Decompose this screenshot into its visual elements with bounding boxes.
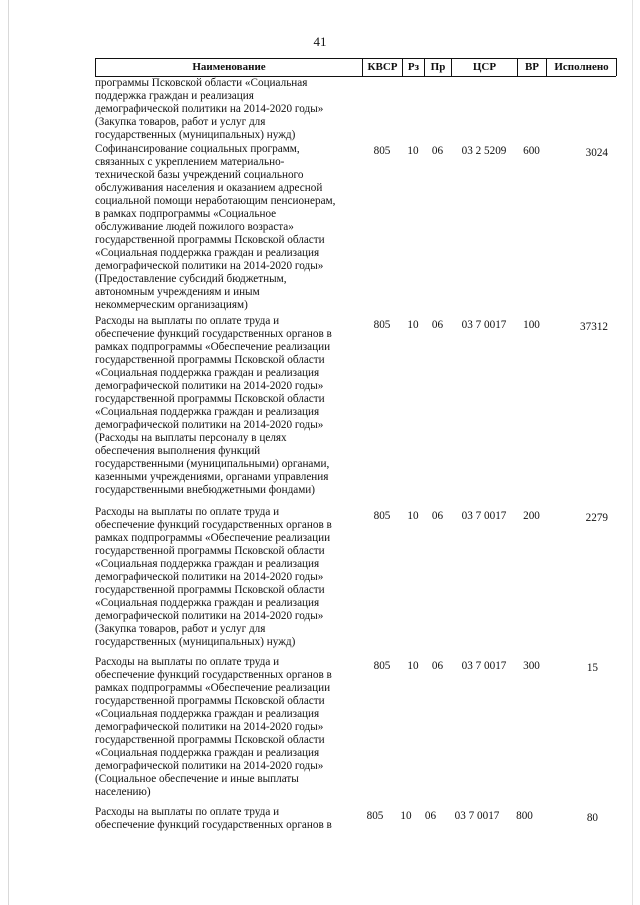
header-rz: Рз <box>407 61 420 73</box>
cell-csr: 03 7 0017 <box>461 510 507 522</box>
cell-pr: 06 <box>431 510 444 522</box>
row-description: Софинансирование социальных программ, связанных с укреплением материально- технической базы учреждений социального обслуживания населения и оказанием адресной социальной помощи неработающим пенсионерам, в рамках подпрограммы «Социальное обслуживание людей пожилого возраста» государственной программы Псковской области «Социальная поддержка граждан и реализация демографической политики на 2014-2020 годы» (Предоставление субсидий бюджетным, автономным учреждениям и иным некоммерческим организациям) <box>95 143 336 311</box>
header-kvsr: КВСР <box>367 61 398 73</box>
continuation-text: программы Псковской области «Социальная поддержка граждан и реализация демографической политики на 2014-2020 годы» (Закупка товаров, работ и услуг для государственных (муниципальных) нужд) <box>95 77 324 141</box>
cell-pr: 06 <box>431 319 444 331</box>
cell-rz: 10 <box>407 510 419 522</box>
header-amount: Исполнено <box>554 61 609 73</box>
col-divider <box>616 58 617 76</box>
cell-rz: 10 <box>400 810 412 822</box>
cell-csr: 03 7 0017 <box>461 660 507 672</box>
cell-csr: 03 7 0017 <box>461 319 507 331</box>
cell-csr: 03 2 5209 <box>461 145 507 157</box>
cell-vr: 100 <box>523 319 540 331</box>
cell-pr: 06 <box>431 145 444 157</box>
cell-amount: 37312 <box>580 321 608 333</box>
row-description: Расходы на выплаты по оплате труда и обеспечение функций государственных органов в <box>95 806 332 831</box>
row-description: Расходы на выплаты по оплате труда и обеспечение функций государственных органов в рамках подпрограммы «Обеспечение реализации государственной программы Псковской области «Социальная поддержка граждан и реализация демографической политики на 2014-2020 годы» государственной программы Псковской области «Социальная поддержка граждан и реализация демографической политики на 2014-2020 годы» (Расходы на выплаты персоналу в целях обеспечения выполнения функций государственными (муниципальными) органами, казенными учреждениями, органами управления государственными внебюджетными фондами) <box>95 315 332 496</box>
cell-amount: 15 <box>586 662 598 674</box>
header-pr: Пр <box>430 61 446 73</box>
row-description: Расходы на выплаты по оплате труда и обеспечение функций государственных органов в рамках подпрограммы «Обеспечение реализации государственной программы Псковской области «Социальная поддержка граждан и реализация демографической политики на 2014-2020 годы» государственной программы Псковской области «Социальная поддержка граждан и реализация демографической политики на 2014-2020 годы» (Социальное обеспечение и иные выплаты населению) <box>95 656 332 798</box>
cell-rz: 10 <box>407 145 419 157</box>
header-name: Наименование <box>192 61 266 73</box>
cell-pr: 06 <box>431 660 444 672</box>
scan-edge-right <box>632 0 633 905</box>
cell-kvsr: 805 <box>373 660 391 672</box>
cell-amount: 80 <box>586 812 598 824</box>
cell-amount: 2279 <box>585 512 608 524</box>
cell-kvsr: 805 <box>373 319 391 331</box>
cell-amount: 3024 <box>585 147 608 159</box>
cell-pr: 06 <box>424 810 437 822</box>
cell-kvsr: 805 <box>373 510 391 522</box>
header-vr: ВР <box>524 61 540 73</box>
cell-kvsr: 805 <box>366 810 384 822</box>
row-description: Расходы на выплаты по оплате труда и обеспечение функций государственных органов в рамках подпрограммы «Обеспечение реализации государственной программы Псковской области «Социальная поддержка граждан и реализация демографической политики на 2014-2020 годы» государственной программы Псковской области «Социальная поддержка граждан и реализация демографической политики на 2014-2020 годы» (Закупка товаров, работ и услуг для государственных (муниципальных) нужд) <box>95 506 332 648</box>
cell-kvsr: 805 <box>373 145 391 157</box>
header-csr: ЦСР <box>472 61 497 73</box>
cell-vr: 200 <box>523 510 540 522</box>
cell-csr: 03 7 0017 <box>454 810 500 822</box>
cell-rz: 10 <box>407 660 419 672</box>
cell-rz: 10 <box>407 319 419 331</box>
cell-vr: 600 <box>523 145 540 157</box>
page-number: 41 <box>313 34 327 49</box>
cell-vr: 300 <box>523 660 540 672</box>
cell-vr: 800 <box>516 810 533 822</box>
scan-edge-left <box>8 0 9 905</box>
